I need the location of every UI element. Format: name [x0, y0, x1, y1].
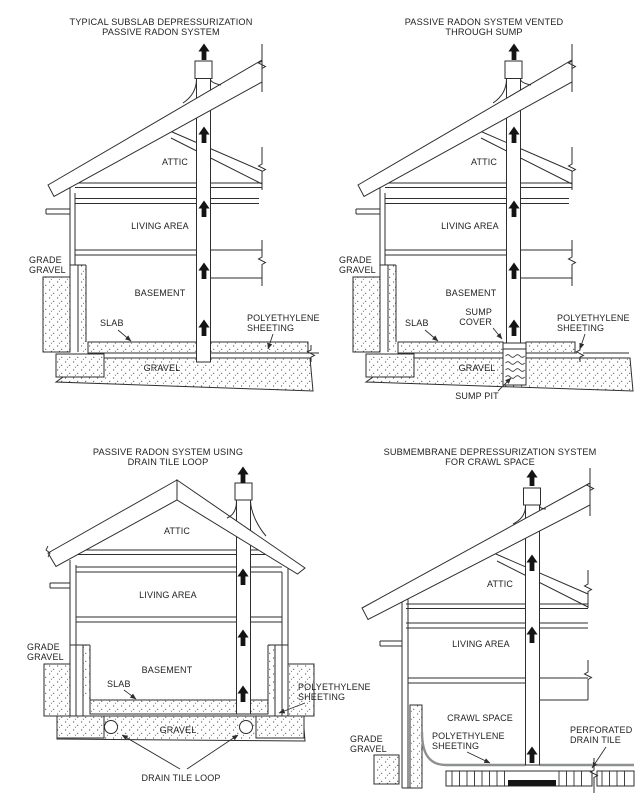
footing	[56, 354, 104, 377]
rafter-cut	[470, 128, 572, 184]
ceiling-band	[406, 604, 588, 628]
panel-title: SUBMEMBRANE DEPRESSURIZATION SYSTEM	[383, 447, 597, 457]
eave-soffit	[50, 583, 70, 588]
panel-title: PASSIVE RADON SYSTEM	[102, 27, 220, 37]
label-slab: SLAB	[100, 318, 124, 328]
vent-cap	[524, 488, 541, 505]
label-attic: ATTIC	[486, 579, 514, 589]
ceiling-band	[76, 567, 282, 572]
diagram-drain-tile-loop	[27, 447, 371, 783]
foundation-wall	[410, 705, 422, 788]
subslab-labels	[29, 17, 320, 373]
footing	[366, 354, 414, 377]
label-living-area: LIVING AREA	[441, 221, 499, 231]
label-sump-pit: SUMP PIT	[455, 391, 499, 401]
suction-point-bar	[508, 780, 556, 786]
vent-cap	[195, 61, 212, 79]
label-gravel: GRAVEL	[159, 725, 197, 735]
label-living-area: LIVING AREA	[452, 639, 510, 649]
label-grade-gravel: GRAVEL	[339, 265, 376, 275]
up-arrow-icon	[508, 44, 519, 61]
break-mark	[259, 240, 266, 286]
drain-tile-circle	[105, 721, 118, 734]
roof	[358, 60, 572, 197]
panel-title: PASSIVE RADON SYSTEM USING	[92, 447, 244, 457]
break-mark	[569, 240, 576, 286]
label-sump-cover: COVER	[459, 317, 492, 327]
ceiling-band	[385, 183, 572, 204]
label-sump-cover: SUMP	[465, 307, 492, 317]
slab-leader-arrow	[124, 690, 136, 699]
break-mark	[585, 660, 592, 700]
panel-title: DRAIN TILE LOOP	[127, 457, 209, 467]
panel-title: PASSIVE RADON SYSTEM VENTED	[404, 17, 564, 27]
label-slab: SLAB	[405, 318, 429, 328]
subslab-structure	[43, 44, 319, 391]
floor-band	[408, 678, 588, 700]
label-living-area: LIVING AREA	[131, 221, 189, 231]
label-crawl-space: CRAWL SPACE	[447, 713, 513, 723]
poly-leader-arrow	[580, 334, 585, 349]
grade-gravel-block	[43, 277, 70, 352]
label-grade-gravel: GRAVEL	[27, 652, 64, 662]
label-attic: ATTIC	[470, 157, 498, 167]
footing	[57, 716, 104, 738]
diagram-typical-subslab	[29, 17, 320, 391]
label-grade-gravel: GRAVEL	[29, 265, 66, 275]
rafter-cut	[163, 128, 262, 184]
label-grade-gravel: GRADE	[29, 255, 62, 265]
up-arrow-icon	[237, 467, 248, 484]
floor-band	[76, 617, 282, 622]
label-basement: BASEMENT	[141, 665, 193, 675]
diagram-submembrane-crawl	[350, 447, 634, 793]
up-arrow-icon	[198, 44, 209, 61]
break-mark	[259, 147, 266, 190]
right-wall	[282, 567, 288, 645]
sump-cover-leader-arrow	[493, 328, 502, 339]
label-perforated-drain-tile: PERFORATED	[570, 725, 633, 735]
floor-band	[75, 250, 262, 278]
slab-leader-arrow	[118, 330, 131, 341]
perforated-drain-tile	[597, 771, 634, 786]
label-grade-gravel: GRAVEL	[350, 744, 387, 754]
panel-title: FOR CRAWL SPACE	[445, 457, 535, 467]
break-mark	[569, 147, 576, 190]
grade-gravel-block	[353, 277, 380, 352]
label-grade-gravel: GRADE	[27, 642, 60, 652]
label-basement: BASEMENT	[134, 288, 186, 298]
slab-leader-arrow	[425, 330, 438, 341]
label-attic: ATTIC	[163, 526, 191, 536]
ceiling-band	[75, 183, 262, 204]
label-drain-tile-loop: DRAIN TILE LOOP	[141, 773, 221, 783]
break-mark	[585, 570, 592, 608]
footing	[256, 716, 304, 738]
eave-soffit	[356, 209, 380, 214]
left-wall	[402, 588, 408, 705]
panel-title: TYPICAL SUBSLAB DEPRESSURIZATION	[69, 17, 253, 27]
label-attic: ATTIC	[161, 157, 189, 167]
panel-title: THROUGH SUMP	[445, 27, 523, 37]
label-polyethylene: POLYETHYLENE	[557, 313, 630, 323]
label-gravel: GRAVEL	[143, 363, 181, 373]
roof	[362, 483, 590, 620]
label-polyethylene: SHEETING	[247, 323, 295, 333]
label-gravel: GRAVEL	[458, 363, 496, 373]
left-wall	[70, 188, 75, 265]
roof	[48, 60, 262, 197]
grade-gravel-block	[44, 664, 70, 716]
draintile-structure	[44, 480, 314, 741]
poly-leader-arrow	[467, 752, 490, 763]
vent-pipe	[197, 78, 211, 362]
label-grade-gravel: GRADE	[339, 255, 372, 265]
drain-tile-circle	[240, 721, 253, 734]
slab-band	[526, 342, 575, 353]
sump-structure	[353, 44, 633, 391]
vent-cap	[505, 61, 522, 79]
left-wall	[380, 188, 385, 265]
left-wall	[70, 560, 76, 645]
floor-band	[385, 250, 572, 278]
label-grade-gravel: GRADE	[350, 734, 383, 744]
label-basement: BASEMENT	[445, 288, 497, 298]
label-polyethylene: SHEETING	[432, 741, 480, 751]
label-polyethylene: POLYETHYLENE	[432, 731, 505, 741]
eave-soffit	[46, 209, 70, 214]
diagram-vented-through-sump	[339, 17, 633, 401]
grade-gravel-block	[374, 755, 399, 784]
up-arrow-icon	[526, 470, 537, 487]
vent-cap	[235, 483, 252, 500]
slab-band	[398, 342, 503, 353]
roof-left-slope	[48, 480, 177, 567]
label-polyethylene: POLYETHYLENE	[298, 682, 371, 692]
label-polyethylene: SHEETING	[557, 323, 605, 333]
label-living-area: LIVING AREA	[139, 590, 197, 600]
label-perforated-drain-tile: DRAIN TILE	[570, 735, 621, 745]
label-polyethylene: POLYETHYLENE	[247, 313, 320, 323]
label-polyethylene: SHEETING	[298, 692, 346, 702]
eave-soffit	[380, 641, 402, 646]
label-slab: SLAB	[107, 679, 131, 689]
